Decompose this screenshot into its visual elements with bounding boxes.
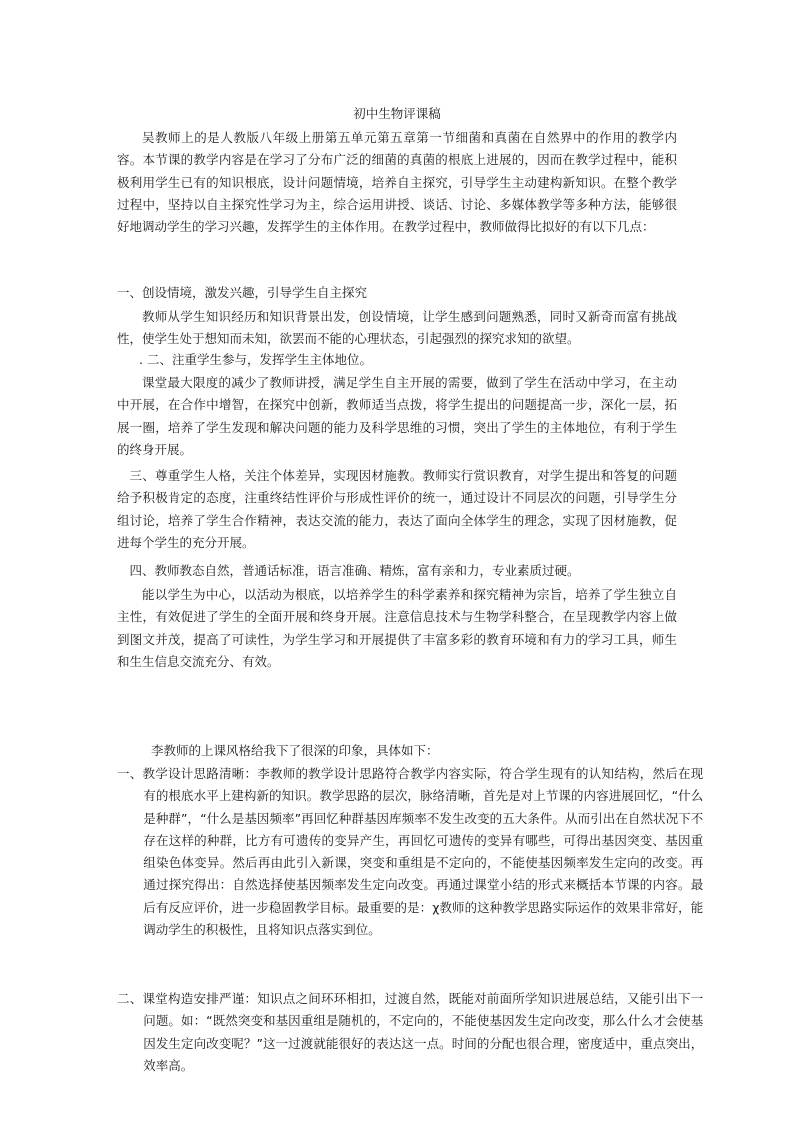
section-two-intro: 李教师的上课风格给我下了很深的印象，具体如下： — [151, 743, 439, 758]
paragraph-two: 课堂最大限度的减少了教师讲授，满足学生自主开展的需要，做到了学生在活动中学习，在主动中开展，在合作中增智，在探究中创新，教师适当点拨，将学生提出的问题提高一步，深化一层，拓展一圈，培养了学生发现和解决问题的能力及科学思维的习惯，突出了学生的主体地位，有利于学生的终身开展。 — [117, 375, 677, 457]
paragraph-four: 四、教师教态自然，普通话标准，语言准确、精炼，富有亲和力，专业素质过硬。 — [129, 563, 580, 578]
heading-one: 一、创设情境，激发兴趣，引导学生自主探究 — [117, 285, 368, 300]
list-item-two: 二、课堂构造安排严谨：知识点之间环环相扣，过渡自然，既能对前面所学知识进展总结，又能引出下一问题。如：“既然突变和基因重组是随机的，不定向的，不能使基因发生定向改变，那么什么才会使基因发生定向改变呢？”这一过渡就能很好的表达这一点。时间的分配也很合理，密度适中，重点突出，效率高。 — [117, 991, 704, 1073]
paragraph-five: 能以学生为中心，以活动为根底，以培养学生的科学素养和探究精神为宗旨，培养了学生独立自主性，有效促进了学生的全面开展和终身开展。注意信息技术与生物学科整合，在呈现教学内容上做到图文并茂，提高了可读性，为学生学习和开展提供了丰富多彩的教育环境和有力的学习工具，师生和生生信息交流充分、有效。 — [117, 587, 677, 669]
list-item-one: 一、教学设计思路清晰：李教师的教学设计思路符合教学内容实际，符合学生现有的认知结构，然后在现有的根底水平上建构新的知识。教学思路的层次，脉络清晰，首先是对上节课的内容进展回忆，“什么是种群”，“什么是基因频率”再回忆种群基因库频率不发生改变的五大条件。从而引出在自然状况下不存在这样的种群，比方有可遗传的变异产生，再回忆可遗传的变异有哪些，可得出基因突变、基因重组染色体变异。然后再由此引入新课，突变和重组是不定向的，不能使基因频率发生定向的改变。再通过探究得出：自然选择使基因频率发生定向改变。再通过课堂小结的形式来概括本节课的内容。最后有反应评价，进一步稳固教学目标。最重要的是：χ教师的这种教学思路实际运作的效果非常好，能调动学生的积极性，且将知识点落实到位。 — [117, 766, 704, 938]
paragraph-one: 教师从学生知识经历和知识背景出发，创设情境，让学生感到问题熟悉，同时又新奇而富有挑战性，使学生处于想知而未知，欲罢而不能的心理状态，引起强烈的探究求知的欲望。 — [117, 309, 677, 347]
intro-paragraph: 吴教师上的是人教版八年级上册第五单元第五章第一节细菌和真菌在自然界中的作用的教学内容。本节课的教学内容是在学习了分布广泛的细菌的真菌的根底上进展的，因而在教学过程中，能积极利用学生已有的知识根底，设计问题情境，培养自主探究，引导学生主动建构新知识。在整个教学过程中，坚持以自主探究性学习为主，综合运用讲授、谈话、讨论、多媒体教学等多种方法，能够很好地调动学生的学习兴趣，发挥学生的主体作用。在教学过程中，教师做得比拟好的有以下几点： — [117, 130, 677, 235]
paragraph-three: 三、尊重学生人格，关注个体差异，实现因材施教。教师实行赏识教育，对学生提出和答复的问题给予积极肯定的态度，注重终结性评价与形成性评价的统一，通过设计不同层次的问题，引导学生分组讨论，培养了学生合作精神，表达交流的能力，表达了面向全体学生的理念，实现了因材施教，促进每个学生的充分开展。 — [117, 468, 677, 550]
heading-two: . 二、注重学生参与，发挥学生主体地位。 — [139, 352, 372, 367]
page-title: 初中生物评课稿 — [353, 106, 441, 121]
